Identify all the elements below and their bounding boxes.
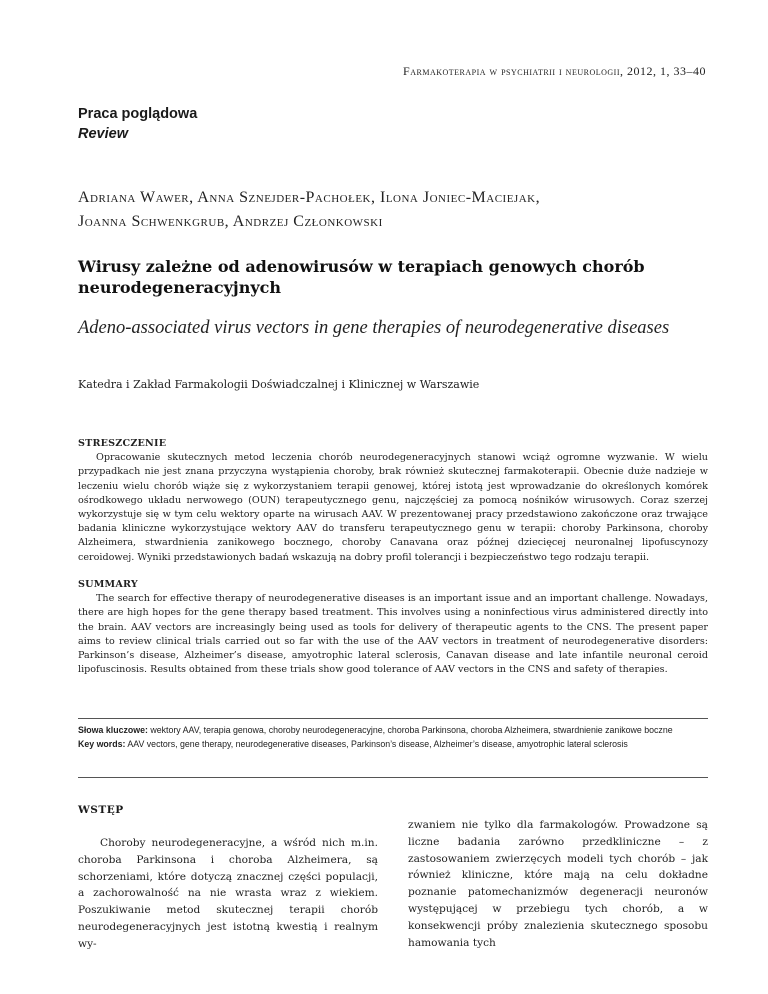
keywords-polish-label: Słowa kluczowe: [78, 725, 148, 735]
abstract-english [78, 578, 708, 677]
abstract-polish-text: Opracowanie skutecznych metod leczenia chorób neurodegeneracyjnych stanowi wciąż ogromne wyzwanie. W wielu przypadkach nie jest znana przyczyna wystąpienia choroby, brak również skutecznej farmakoterapii. Obecnie duże nadzieje w leczeniu wielu chorób wiąże się z wykorzystaniem terapii genowej, której istotą jest wprowadzanie do określonych komórek ośrodkowego układu nerwowego (OUN) terapeutycznego genu, najczęściej za pomocą nośników wirusowych. Coraz szerzej wykorzystuje się w tym celu wektory oparte na wirusach AAV. W prezentowanej pracy przedstawiono zakończone oraz trwające badania kliniczne wykorzystujące wektory AAV do transferu terapeutycznego genu w terapii: choroby Parkinsona, choroby Alzheimera, stwardnienia zanikowego bocznego, choroby Canavana oraz późnej dziecięcej neuronalnej lipofuscynozy ceroidowej. Wyniki przedstawionych badań wskazują na dobry profil tolerancji i bezpieczeństwo tego rodzaju terapii. [78, 452, 708, 563]
running-head: Farmakoterapia w psychiatrii i neurologii, 2012, 1, 33–40 [403, 64, 706, 78]
article-type-polish: Praca poglądowa [78, 106, 198, 122]
author-list [78, 186, 718, 234]
keywords-english-label: Key words: [78, 739, 126, 749]
title-polish: Wirusy zależne od adenowirusów w terapiach genowych chorób neurodegeneracyjnych [78, 257, 645, 297]
article-type-english: Review [78, 126, 128, 142]
abstract-polish-heading: STRESZCZENIE [78, 438, 167, 449]
keywords-bottom-divider [78, 777, 708, 778]
affiliation: Katedra i Zakład Farmakologii Doświadczalnej i Klinicznej w Warszawie [78, 378, 480, 391]
keywords-block [78, 723, 708, 751]
abstract-english-text: The search for effective therapy of neurodegenerative diseases is an important issue and an important challenge. Nowadays, there are high hopes for the gene therapy based treatment. This involves using a noninfectious virus administered directly into the brain. AAV vectors are increasingly being used as tools for delivery of therapeutic agents to the CNS. The present paper aims to review clinical trials carried out so far with the use of the AAV vectors in treatment of neurodegenerative disorders: Parkinson’s disease, Alzheimer’s disease, amyotrophic lateral sclerosis, Canavan disease and late infantile neuronal ceroid lipofuscinosis. Results obtained from these trials show good tolerance of AAV vectors in the CNS and safety of therapies. [78, 593, 708, 676]
abstract-english-heading: SUMMARY [78, 579, 138, 590]
title-english: Adeno-associated virus vectors in gene therapies of neurodegenerative diseases [78, 318, 670, 338]
keywords-english [78, 737, 708, 751]
abstract-polish [78, 437, 708, 565]
authors-line-2: Joanna Schwenkgrub, Andrzej Członkowski [78, 213, 383, 230]
body-column-right: zwaniem nie tylko dla farmakologów. Prowadzone są liczne badania zarówno przedkliniczne – z zastosowaniem zwierzęcych modeli tych chorób – jak również kliniczne, które mają na celu dokładne poznanie patomechanizmów degeneracji neuronów występującej w przebiegu tych chorób, a w konsekwencji próby znalezienia skutecznego sposobu hamowania tych [408, 819, 708, 949]
authors-line-1: Adriana Wawer, Anna Sznejder-Pachołek, Ilona Joniec-Maciejak, [78, 189, 541, 206]
keywords-polish-text: wektory AAV, terapia genowa, choroby neurodegeneracyjne, choroba Parkinsona, choroba Alzheimera, stwardnienie zanikowe boczne [147, 725, 673, 735]
body-column-left: Choroby neurodegeneracyjne, a wśród nich m.in. choroba Parkinsona i choroba Alzheimera, są schorzeniami, które dotyczą znacznej części populacji, a zachorowalność na nie wrasta wraz z wiekiem. Poszukiwanie metod skutecznej terapii chorób neurodegeneracyjnych jest istotną kwestią i realnym wy- [78, 837, 378, 950]
keywords-polish [78, 723, 708, 737]
keywords-english-text: AAV vectors, gene therapy, neurodegenerative diseases, Parkinson’s disease, Alzheimer’s disease, amyotrophic lateral sclerosis [125, 739, 628, 749]
section-heading-introduction: WSTĘP [78, 804, 124, 816]
keywords-top-divider [78, 718, 708, 719]
article-type [78, 104, 197, 144]
